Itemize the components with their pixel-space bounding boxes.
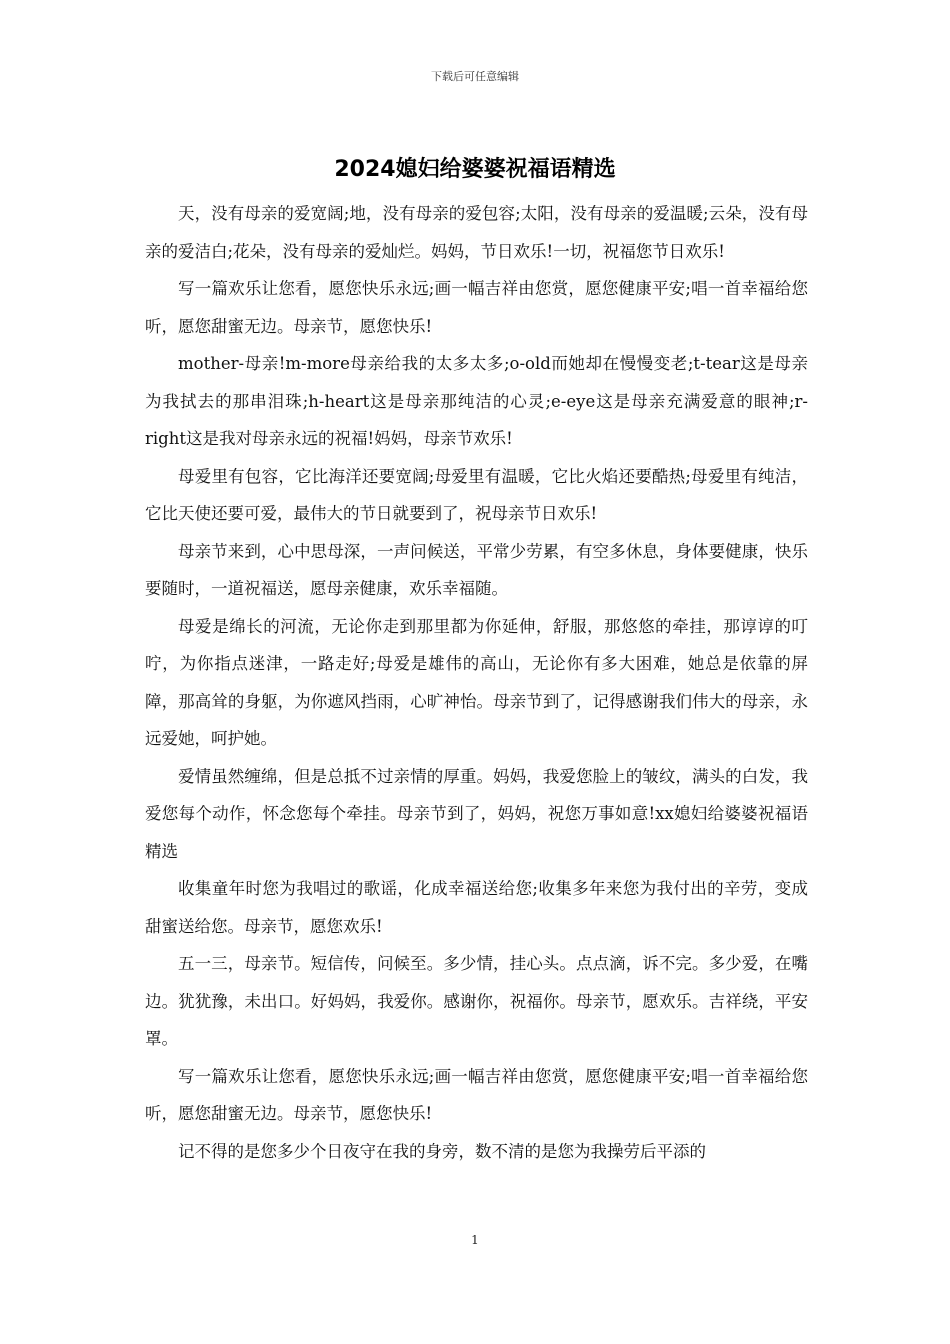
document-body — [145, 195, 808, 1170]
paragraph: 天，没有母亲的爱宽阔;地，没有母亲的爱包容;太阳，没有母亲的爱温暖;云朵，没有母亲的爱洁白;花朵，没有母亲的爱灿烂。妈妈，节日欢乐!一切，祝福您节日欢乐! — [145, 204, 808, 261]
paragraph: 写一篇欢乐让您看，愿您快乐永远;画一幅吉祥由您赏，愿您健康平安;唱一首幸福给您听，愿您甜蜜无边。母亲节，愿您快乐! — [145, 279, 808, 336]
paragraph: 记不得的是您多少个日夜守在我的身旁，数不清的是您为我操劳后平添的 — [178, 1141, 706, 1161]
paragraph: 写一篇欢乐让您看，愿您快乐永远;画一幅吉祥由您赏，愿您健康平安;唱一首幸福给您听，愿您甜蜜无边。母亲节，愿您快乐! — [145, 1066, 808, 1123]
paragraph: 收集童年时您为我唱过的歌谣，化成幸福送给您;收集多年来您为我付出的辛劳，变成甜蜜送给您。母亲节，愿您欢乐! — [145, 879, 808, 936]
paragraph: 五一三，母亲节。短信传，问候至。多少情，挂心头。点点滴，诉不完。多少爱，在嘴边。犹犹豫，未出口。好妈妈，我爱你。感谢你，祝福你。母亲节，愿欢乐。吉祥绕，平安罩。 — [145, 954, 808, 1048]
page-number: 1 — [471, 1233, 479, 1247]
header-note: 下载后可任意编辑 — [431, 70, 519, 83]
paragraph: 爱情虽然缠绵，但是总抵不过亲情的厚重。妈妈，我爱您脸上的皱纹，满头的白发，我爱您每个动作，怀念您每个牵挂。母亲节到了，妈妈，祝您万事如意!xx媳妇给婆婆祝福语精选 — [145, 766, 808, 861]
paragraph: 母爱里有包容，它比海洋还要宽阔;母爱里有温暖，它比火焰还要酷热;母爱里有纯洁，它比天使还要可爱，最伟大的节日就要到了，祝母亲节日欢乐! — [145, 466, 808, 523]
paragraph: mother-母亲!m-more母亲给我的太多太多;o-old而她却在慢慢变老;t-tear这是母亲为我拭去的那串泪珠;h-heart这是母亲那纯洁的心灵;e-eye这是母亲充满爱意的眼神;r-right这是我对母亲永远的祝福!妈妈，母亲节欢乐! — [145, 354, 808, 448]
document-title: 2024媳妇给婆婆祝福语精选 — [334, 157, 616, 182]
paragraph: 母亲节来到，心中思母深，一声问候送，平常少劳累，有空多休息，身体要健康，快乐要随时，一道祝福送，愿母亲健康，欢乐幸福随。 — [145, 541, 808, 598]
paragraph: 母爱是绵长的河流，无论你走到那里都为你延伸，舒服，那悠悠的牵挂，那谆谆的叮咛，为你指点迷津，一路走好;母爱是雄伟的高山，无论你有多大困难，她总是依靠的屏障，那高耸的身躯，为你遮风挡雨，心旷神怡。母亲节到了，记得感谢我们伟大的母亲，永远爱她，呵护她。 — [145, 616, 808, 748]
